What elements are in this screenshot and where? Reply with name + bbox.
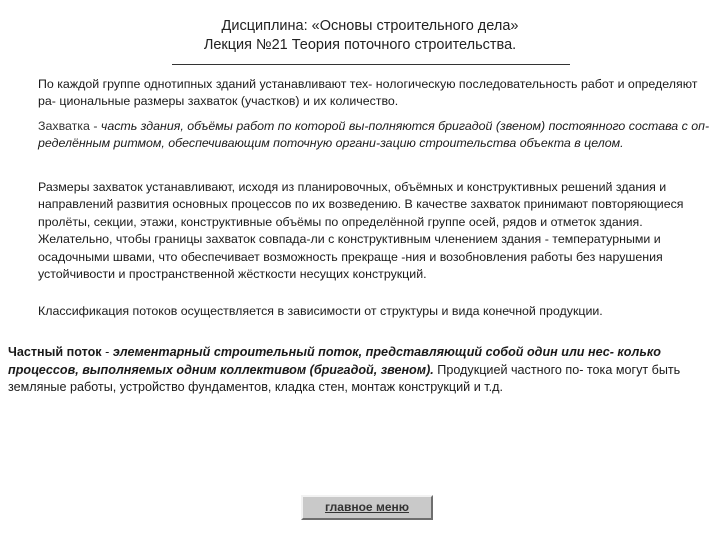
paragraph-zakhvatka-definition (38, 118, 720, 153)
lecture-header (0, 17, 720, 55)
dash: - (101, 345, 113, 359)
main-menu-button[interactable]: главное меню (301, 495, 433, 520)
paragraph-flow-classification: Классификация потоков осуществляется в зависимости от структуры и вида конечной продукции. (38, 304, 603, 318)
definition-private-flow: элементарный строительный поток, представляющий собой один или нес- колько процессов, выполняемых одним коллективом (бригадой, звеном). (8, 345, 661, 377)
private-flow-examples: Продукцией частного по- тока могут быть земляные работы, устройство фундаментов, кладка стен, монтаж конструкций и т.д. (8, 362, 681, 394)
lecture-title: Лекция №21 Теория поточного строительства. (203, 37, 517, 53)
header-divider (172, 64, 570, 65)
term-zakhvatka: Захватка - (38, 119, 101, 133)
definition-zakhvatka: часть здания, объёмы работ по которой вы-полняются бригадой (звеном) постоянного состава с оп-ределённым ритмом, обеспечивающим поточную органи-зацию строительства объекта в целом. (38, 119, 710, 151)
term-private-flow: Частный поток (8, 345, 102, 359)
paragraph-private-flow (8, 344, 714, 397)
paragraph-zakhvatka-sizes: Размеры захваток устанавливают, исходя из планировочных, объёмных и конструктивных решений здания и направлений развития основных процессов по их возведению. В качестве захваток принимают повторяющиеся пролёты, секции, этажи, конструктивные объёмы по определённой группе осей, рядов и отметок здания. Желательно, чтобы границы захваток совпада-ли с конструктивным членением здания - температурными и осадочными швами, что обеспечивает возможность прекраще -ния и возобновления работы без нарушения устойчивости и пространственной жёсткости несущих конструкций. (38, 180, 684, 282)
paragraph-technological-sequence: По каждой группе однотипных зданий устанавливают тех- нологическую последовательность работ и определяют ра- циональные размеры захваток (участков) и их количество. (38, 77, 698, 109)
discipline-title: Дисциплина: «Основы строительного дела» (221, 18, 519, 34)
